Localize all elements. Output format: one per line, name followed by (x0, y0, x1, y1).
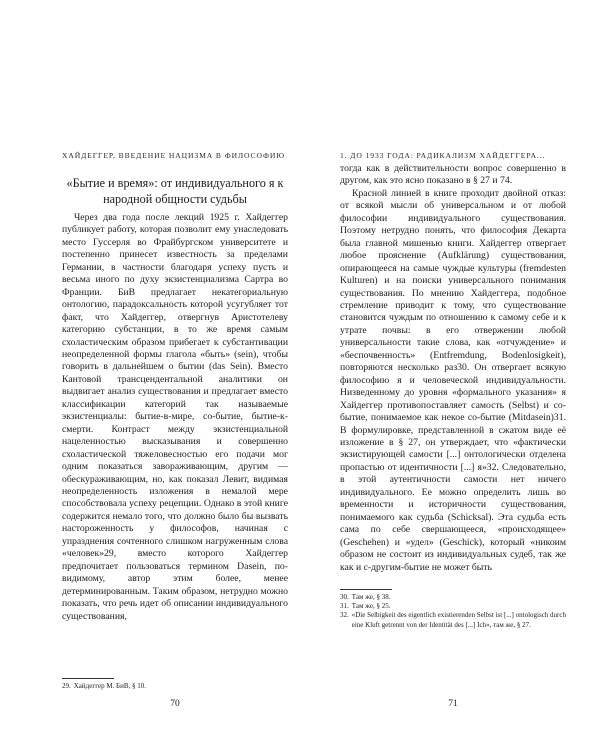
footnote (62, 682, 288, 691)
footnote (340, 611, 566, 629)
footnote-number: 29. (62, 682, 71, 690)
footnote-text: Хайдеггер М. БиВ, § 10. (73, 682, 146, 690)
running-head-right: 1. ДО 1933 ГОДА: РАДИКАЛИЗМ ХАЙДЕГГЕРА... (340, 151, 546, 160)
paragraph: Через два года после лекций 1925 г. Хайдеггер публикует работу, которая позволит ему унаследовать место Гуссерля во Фрайбургском университете и постепенно принесет известность за пределами Германии, в частности благодаря успеху пусть и весьма иного по духу экзистенциализма Сартра во Франции. БиВ предлагает некатегориальную онтологию, парадоксальность которой усугубляет тот факт, что Хайдеггер, отвергнув Аристотелеву категорию субстанции, в то же время самым схоластическим образом прибегает к субстантивации неопределенной формы глагола «быть» (sein), чтобы говорить в дальнейшем о бытии (das Sein). Вместо Кантовой трансцендентальной аналитики он выдвигает анализ существования и предлагает вместо классификации категорий так называемые экзистенциалы: бытие-в-мире, со-бытие, бытие-к-смерти. Контраст между экзистенциальной нацеленностью высказывания и совершенно схоластической тяжеловесностью его подачи мог одним показаться завораживающим, другим — обескураживающим, но, как показал Левит, видимая неопределенность изложения в немалой мере способствовала успеху рецепции. Однако в этой книге содержится немало того, что должно было бы вызвать настороженность у философов, начиная с упразднения сочтенного слишком нагруженным слова «человек»29, вместо которого Хайдеггер предпочитает пользоваться термином Dasein, по-видимому, автор этим более, менее детерминированным. Таким образом, нетрудно можно показать, что речь идет об описании индивидуального существования, (62, 212, 288, 622)
right-page (300, 0, 600, 750)
body-text-left (62, 212, 288, 623)
body-text-right (340, 163, 566, 574)
running-head-left: ХАЙДЕГГЕР, ВВЕДЕНИЕ НАЦИЗМА В ФИЛОСОФИЮ (62, 151, 285, 160)
footnote-divider (340, 589, 392, 590)
footnote (340, 593, 566, 602)
footnote-text: Там же, § 25. (351, 602, 391, 611)
paragraph: тогда как в действительности вопрос совершенно в другом, как это ясно показано в § 27 и 74. (340, 163, 566, 187)
footnote-number: 32. (340, 611, 349, 620)
footnote-number: 31. (340, 602, 349, 611)
footnote (340, 602, 566, 611)
footnote-text: «Die Selbigkeit des eigentlich existierenden Selbst ist [...] ontologisch durch eine Kluft getrennt von der Identität des [...] Ich», там же, § 27. (351, 611, 566, 629)
page-number-right: 71 (448, 699, 458, 709)
paragraph: Красной линией в книге проходит двойной отказ: от всякой мысли об универсальном и от любой философии индивидуального существования. Поэтому нетрудно понять, что философия Декарта была главной мишенью книги. Хайдеггер отвергает любое прояснение (Aufklärung) существования, опирающееся на самые чуждые культуры (fremdesten Kulturen) и на поиски универсального понимания существования. По мнению Хайдеггера, подобное стремление приводит к тому, что существование становится чуждым по отношению к самому себе и к утрате почвы: в его отвержении любой универсальности такие слова, как «отчуждение» и «беспочвенность» (Entfremdung, Bodenlosigkeit), повторяются несколько раз30. Он отвергает всякую философию я и человеческой индивидуальности. Низведенному до уровня «формального указания» я Хайдеггер противопоставляет самость (Selbst) и со-бытие, понимаемое как некое со-бытие (Mitdasein)31. В формулировке, представленной в сжатом виде её изложение в § 27, он утверждает, что «фактически экзистирующей самости [...] онтологически отделена пропастью от идентичности [...] я»32. Следовательно, в этой аутентичности самости нет ничего индивидуального. Ее можно определить лишь во временности и историчности существования, понимаемого как судьба (Schicksal). Эта судьба есть сама по себе свершающееся, «происходящее» (Geschehen) и «удел» (Geschick), который «никоим образом не состоит из индивидуальных судеб, так же как и с-другим-бытие не может быть (340, 187, 566, 573)
chapter-title: «Бытие и время»: от индивидуального я к народной общности судьбы (66, 176, 284, 206)
footnote-text: Там же, § 38. (351, 593, 391, 601)
footnotes-right (340, 593, 566, 630)
page-number-left: 70 (170, 699, 180, 709)
footnote-divider (62, 678, 114, 679)
footnote-number: 30. (340, 593, 349, 601)
footnotes-left (62, 682, 288, 691)
